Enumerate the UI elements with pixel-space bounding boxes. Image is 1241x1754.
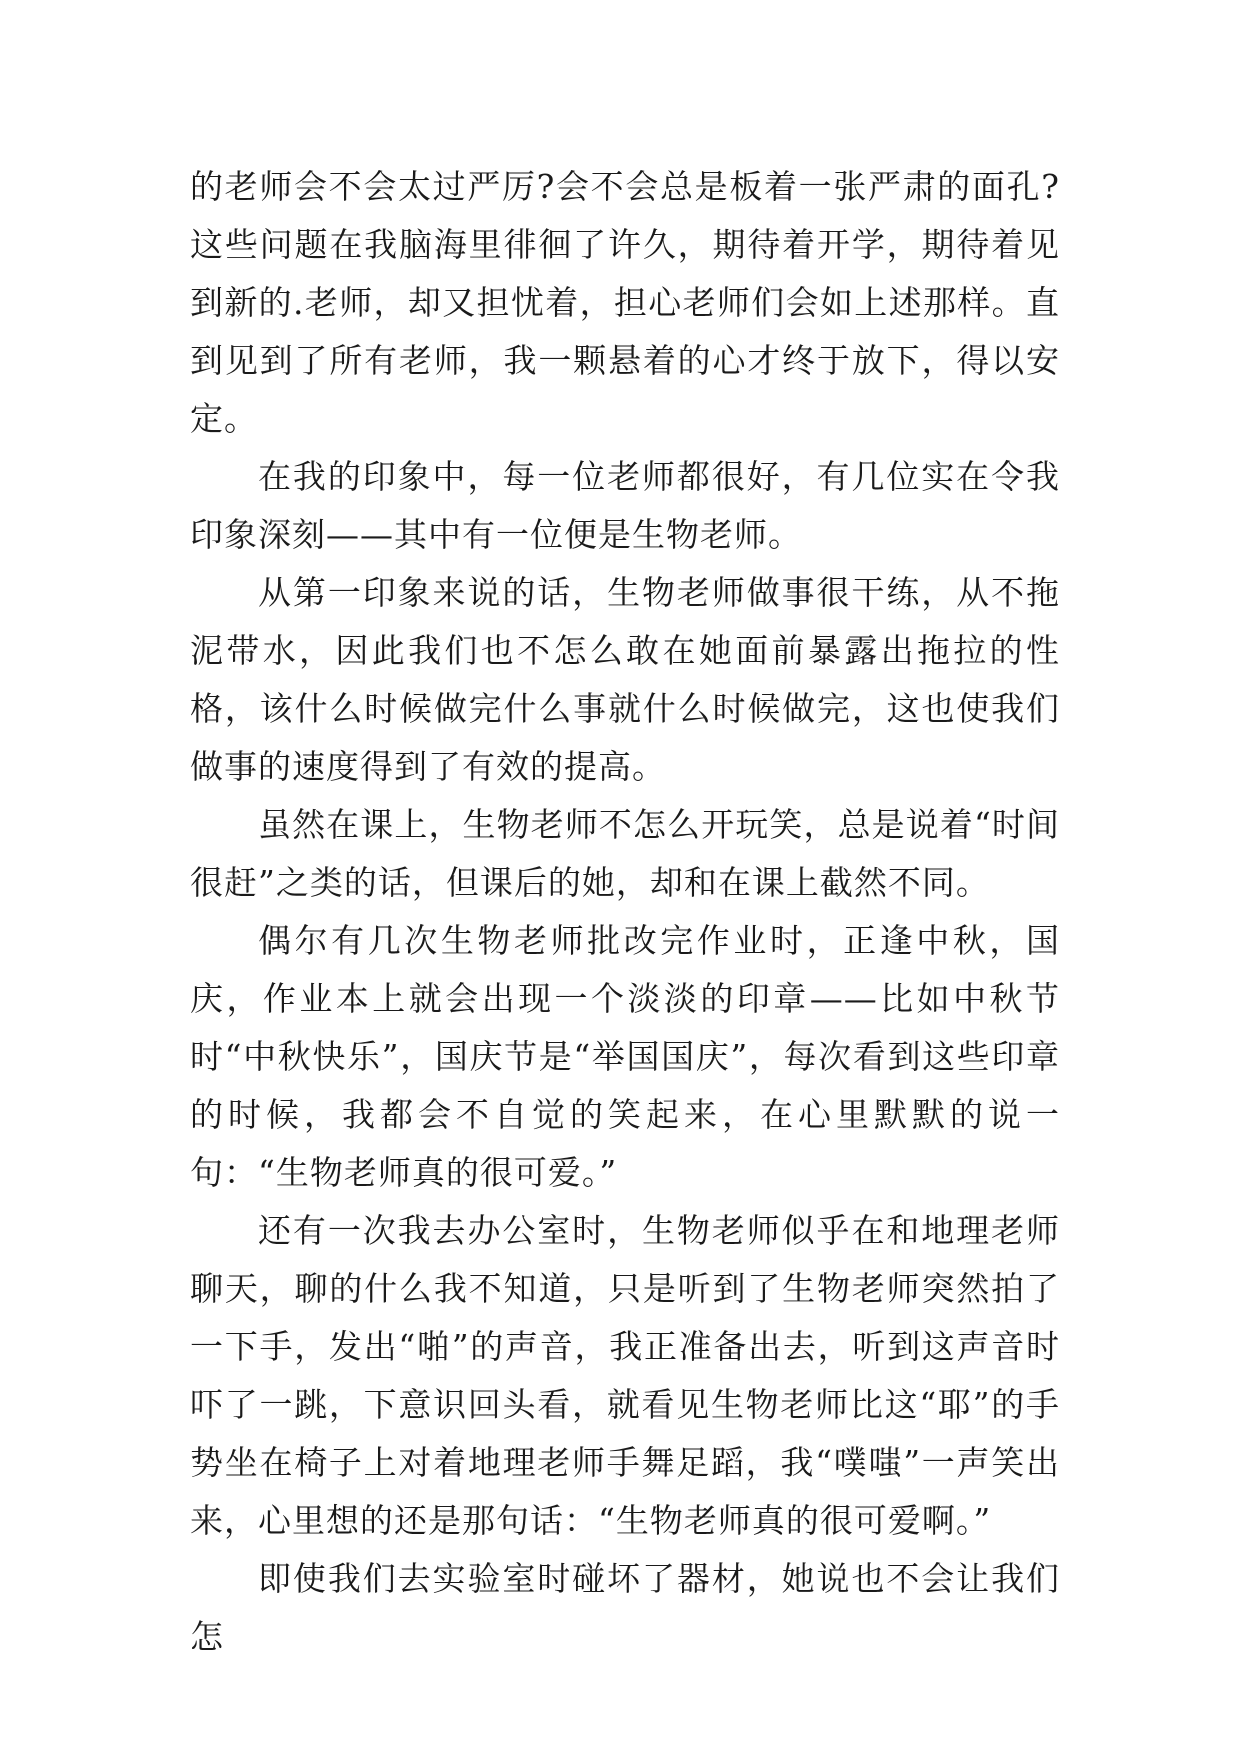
paragraph-continuation: 的老师会不会太过严厉?会不会总是板着一张严肃的面孔?这些问题在我脑海里徘徊了许久，期待着开学，期待着见到新的.老师，却又担忧着，担心老师们会如上述那样。直到见到了所有老师，我一颗悬着的心才终于放下，得以安定。	[190, 167, 1060, 438]
paragraph-stamp: 偶尔有几次生物老师批改完作业时，正逢中秋，国庆，作业本上就会出现一个淡淡的印章——比如中秋节时“中秋快乐”，国庆节是“举国国庆”，每次看到这些印章的时候，我都会不自觉的笑起来，在心里默默的说一句：“生物老师真的很可爱。”	[190, 921, 1060, 1192]
paragraph-office: 还有一次我去办公室时，生物老师似乎在和地理老师聊天，聊的什么我不知道，只是听到了生物老师突然拍了一下手，发出“啪”的声音，我正准备出去，听到这声音时吓了一跳，下意识回头看，就看见生物老师比这“耶”的手势坐在椅子上对着地理老师手舞足蹈，我“噗嗤”一声笑出来，心里想的还是那句话：“生物老师真的很可爱啊。”	[190, 1211, 1060, 1540]
document-body	[190, 158, 1060, 1666]
paragraph-after-class: 虽然在课上，生物老师不怎么开玩笑，总是说着“时间很赶”之类的话，但课后的她，却和在课上截然不同。	[190, 805, 1060, 902]
paragraph-lab: 即使我们去实验室时碰坏了器材，她说也不会让我们怎	[190, 1559, 1060, 1656]
paragraph-first-impression: 从第一印象来说的话，生物老师做事很干练，从不拖泥带水，因此我们也不怎么敢在她面前暴露出拖拉的性格，该什么时候做完什么事就什么时候做完，这也使我们做事的速度得到了有效的提高。	[190, 573, 1060, 786]
paragraph-impression: 在我的印象中，每一位老师都很好，有几位实在令我印象深刻——其中有一位便是生物老师。	[190, 457, 1060, 554]
